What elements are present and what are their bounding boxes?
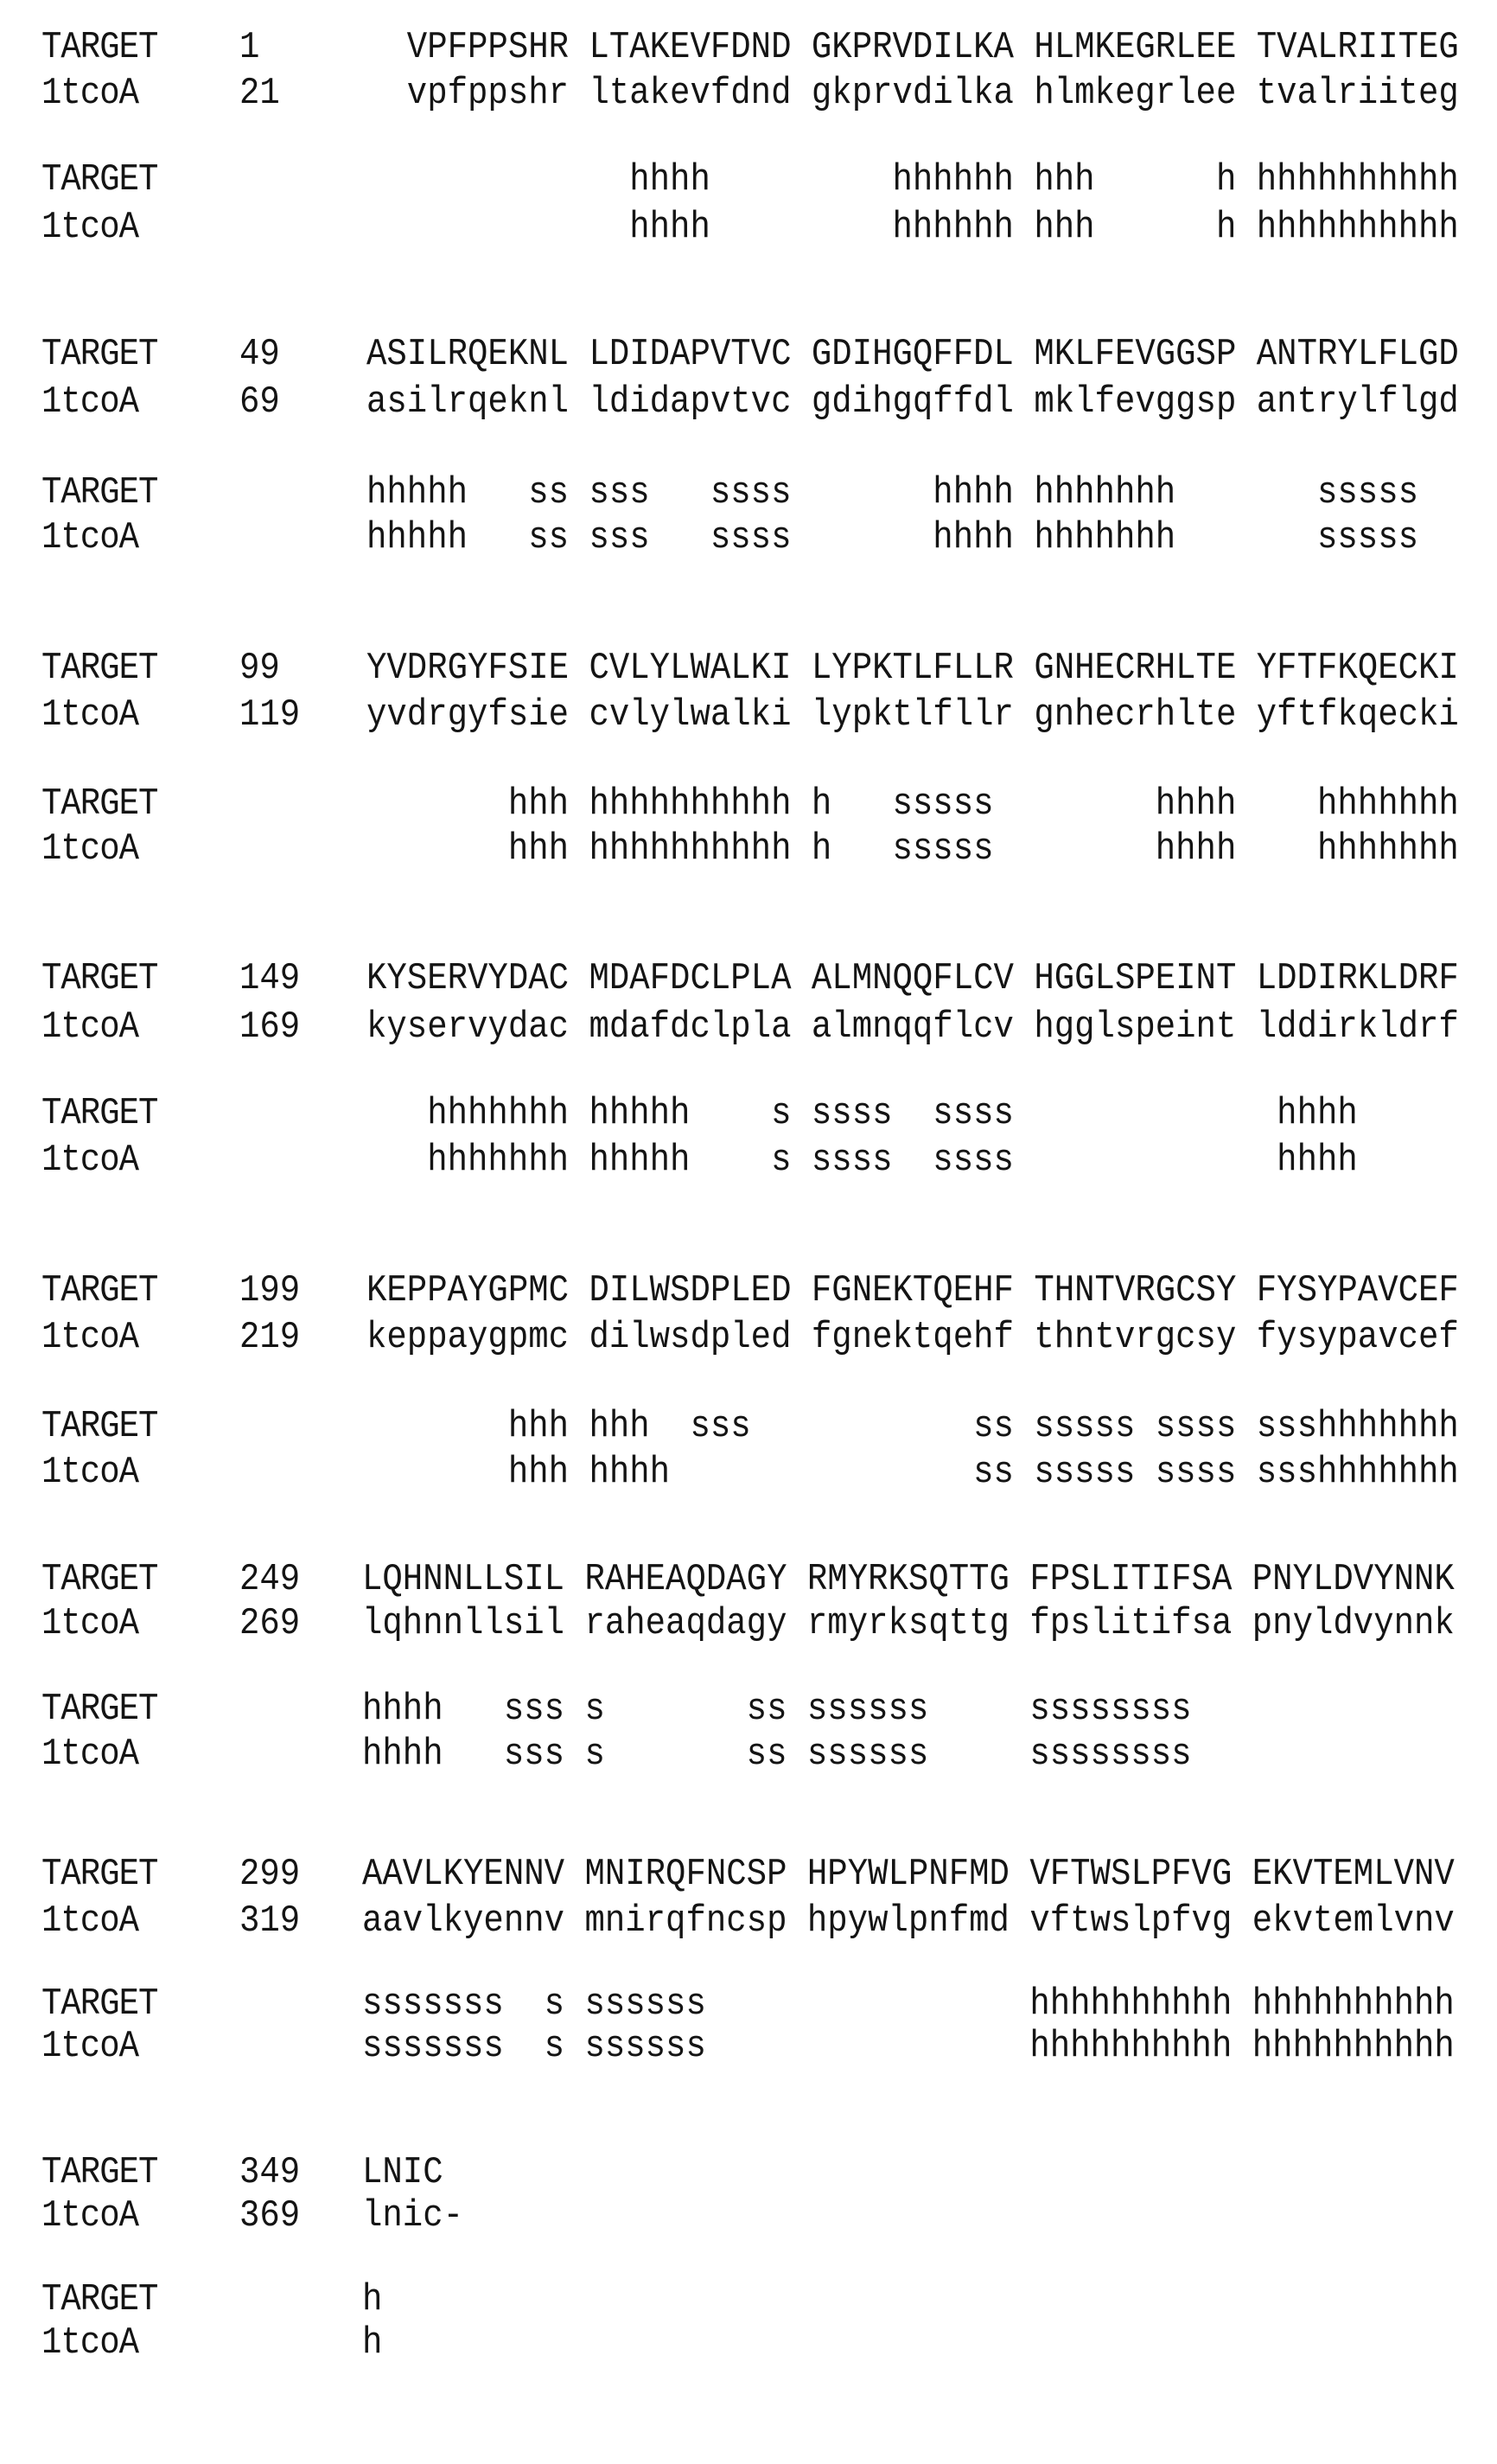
target-sequence: ASILRQEKNL LDIDAPVTVC GDIHGQFFDL MKLFEVGGSP ANTRYLFLGD <box>366 333 1459 376</box>
target-secondary-structure: h <box>362 2278 383 2321</box>
block-8-template-seq-row <box>0 2192 464 2240</box>
block-3-target-ss-row <box>0 780 1459 828</box>
query-label: TARGET <box>41 158 158 201</box>
query-label: TARGET <box>41 1092 158 1135</box>
template-label: 1tcoA <box>41 2025 139 2068</box>
target-sequence: YVDRGYFSIE CVLYLWALKI LYPKTLFLLR GNHECRHLTE YFTFKQECKI <box>366 647 1459 690</box>
block-7-target-seq-row <box>0 1850 1455 1899</box>
query-label: TARGET <box>41 1688 158 1731</box>
query-label: TARGET <box>41 1853 158 1896</box>
template-secondary-structure: hhh hhhhhhhhhh h sssss hhhh hhhhhhh <box>366 827 1459 871</box>
block-8-target-seq-row <box>0 2148 443 2197</box>
template-secondary-structure: hhhh hhhhhh hhh h hhhhhhhhhh <box>366 206 1459 249</box>
template-start-number: 319 <box>239 1899 301 1943</box>
target-secondary-structure: hhh hhhhhhhhhh h sssss hhhh hhhhhhh <box>366 782 1459 826</box>
template-sequence: asilrqeknl ldidapvtvc gdihgqffdl mklfevggsp antrylflgd <box>366 380 1459 424</box>
template-label: 1tcoA <box>41 1005 139 1049</box>
block-6-target-ss-row <box>0 1685 1192 1733</box>
block-1-target-seq-row <box>0 23 1459 72</box>
target-sequence: LQHNNLLSIL RAHEAQDAGY RMYRKSQTTG FPSLITIFSA PNYLDVYNNK <box>362 1558 1455 1601</box>
block-1-target-ss-row <box>0 156 1459 204</box>
block-4-target-seq-row <box>0 954 1459 1003</box>
block-8-template-ss-row <box>0 2319 383 2367</box>
target-sequence: AAVLKYENNV MNIRQFNCSP HPYWLPNFMD VFTWSLPFVG EKVTEMLVNV <box>362 1853 1455 1896</box>
target-start-number: 1 <box>239 26 260 69</box>
block-5-target-ss-row <box>0 1402 1459 1451</box>
block-3-template-ss-row <box>0 825 1459 873</box>
target-start-number: 199 <box>239 1269 301 1312</box>
template-label: 1tcoA <box>41 72 139 115</box>
block-7-target-ss-row <box>0 1980 1455 2028</box>
template-secondary-structure: hhhhhhh hhhhh s ssss ssss hhhh <box>366 1139 1358 1182</box>
target-secondary-structure: hhhhh ss sss ssss hhhh hhhhhhh sssss <box>366 471 1418 514</box>
target-sequence: LNIC <box>362 2151 443 2194</box>
template-sequence: lnic- <box>362 2194 464 2237</box>
target-start-number: 149 <box>239 957 301 1000</box>
query-label: TARGET <box>41 2151 158 2194</box>
target-start-number: 249 <box>239 1558 301 1601</box>
block-2-template-ss-row <box>0 514 1418 562</box>
target-secondary-structure: hhhh sss s ss ssssss ssssssss <box>362 1688 1192 1731</box>
template-start-number: 269 <box>239 1602 301 1645</box>
block-7-template-seq-row <box>0 1897 1455 1945</box>
block-6-template-seq-row <box>0 1599 1455 1648</box>
block-7-template-ss-row <box>0 2022 1455 2071</box>
template-label: 1tcoA <box>41 206 139 249</box>
template-label: 1tcoA <box>41 1316 139 1359</box>
template-label: 1tcoA <box>41 2321 139 2365</box>
target-start-number: 349 <box>239 2151 301 2194</box>
block-1-template-seq-row <box>0 69 1459 118</box>
block-4-template-ss-row <box>0 1136 1358 1184</box>
block-2-target-seq-row <box>0 330 1459 379</box>
template-start-number: 21 <box>239 72 280 115</box>
template-label: 1tcoA <box>41 380 139 424</box>
template-sequence: kyservydac mdafdclpla almnqqflcv hgglspeint lddirkldrf <box>366 1005 1459 1049</box>
block-8-target-ss-row <box>0 2276 383 2324</box>
template-label: 1tcoA <box>41 2194 139 2237</box>
template-secondary-structure: h <box>362 2321 383 2365</box>
template-sequence: aavlkyennv mnirqfncsp hpywlpnfmd vftwslpfvg ekvtemlvnv <box>362 1899 1455 1943</box>
block-5-target-seq-row <box>0 1267 1459 1315</box>
query-label: TARGET <box>41 2278 158 2321</box>
block-5-template-ss-row <box>0 1448 1459 1497</box>
template-label: 1tcoA <box>41 1733 139 1776</box>
template-start-number: 69 <box>239 380 280 424</box>
block-6-target-seq-row <box>0 1555 1455 1604</box>
target-start-number: 49 <box>239 333 280 376</box>
target-sequence: VPFPPSHR LTAKEVFDND GKPRVDILKA HLMKEGRLEE TVALRIITEG <box>366 26 1459 69</box>
query-label: TARGET <box>41 1269 158 1312</box>
template-secondary-structure: sssssss s ssssss hhhhhhhhhh hhhhhhhhhh <box>362 2025 1455 2068</box>
query-label: TARGET <box>41 1982 158 2026</box>
template-label: 1tcoA <box>41 827 139 871</box>
block-6-template-ss-row <box>0 1730 1192 1778</box>
query-label: TARGET <box>41 1405 158 1448</box>
query-label: TARGET <box>41 957 158 1000</box>
template-start-number: 169 <box>239 1005 301 1049</box>
block-4-target-ss-row <box>0 1089 1358 1138</box>
template-label: 1tcoA <box>41 1139 139 1182</box>
target-sequence: KEPPAYGPMC DILWSDPLED FGNEKTQEHF THNTVRGCSY FYSYPAVCEF <box>366 1269 1459 1312</box>
target-secondary-structure: hhh hhh sss ss sssss ssss ssshhhhhhh <box>366 1405 1459 1448</box>
block-1-template-ss-row <box>0 203 1459 252</box>
query-label: TARGET <box>41 782 158 826</box>
block-2-template-seq-row <box>0 378 1459 426</box>
template-sequence: vpfppshr ltakevfdnd gkprvdilka hlmkegrlee tvalriiteg <box>366 72 1459 115</box>
target-secondary-structure: hhhhhhh hhhhh s ssss ssss hhhh <box>366 1092 1358 1135</box>
query-label: TARGET <box>41 333 158 376</box>
block-4-template-seq-row <box>0 1003 1459 1051</box>
template-secondary-structure: hhhhh ss sss ssss hhhh hhhhhhh sssss <box>366 516 1418 559</box>
template-sequence: yvdrgyfsie cvlylwalki lypktlfllr gnhecrhlte yftfkqecki <box>366 693 1459 737</box>
block-3-target-seq-row <box>0 644 1459 693</box>
target-sequence: KYSERVYDAC MDAFDCLPLA ALMNQQFLCV HGGLSPEINT LDDIRKLDRF <box>366 957 1459 1000</box>
query-label: TARGET <box>41 471 158 514</box>
template-label: 1tcoA <box>41 1602 139 1645</box>
template-sequence: lqhnnllsil raheaqdagy rmyrksqttg fpslitifsa pnyldvynnk <box>362 1602 1455 1645</box>
template-label: 1tcoA <box>41 516 139 559</box>
target-start-number: 299 <box>239 1853 301 1896</box>
target-start-number: 99 <box>239 647 280 690</box>
template-sequence: keppaygpmc dilwsdpled fgnektqehf thntvrgcsy fysypavcef <box>366 1316 1459 1359</box>
target-secondary-structure: sssssss s ssssss hhhhhhhhhh hhhhhhhhhh <box>362 1982 1455 2026</box>
template-label: 1tcoA <box>41 693 139 737</box>
template-start-number: 219 <box>239 1316 301 1359</box>
template-label: 1tcoA <box>41 1899 139 1943</box>
block-5-template-seq-row <box>0 1313 1459 1362</box>
block-2-target-ss-row <box>0 469 1418 517</box>
template-start-number: 369 <box>239 2194 301 2237</box>
block-3-template-seq-row <box>0 691 1459 739</box>
template-label: 1tcoA <box>41 1451 139 1494</box>
template-start-number: 119 <box>239 693 301 737</box>
query-label: TARGET <box>41 26 158 69</box>
query-label: TARGET <box>41 1558 158 1601</box>
target-secondary-structure: hhhh hhhhhh hhh h hhhhhhhhhh <box>366 158 1459 201</box>
template-secondary-structure: hhh hhhh ss sssss ssss ssshhhhhhh <box>366 1451 1459 1494</box>
query-label: TARGET <box>41 647 158 690</box>
template-secondary-structure: hhhh sss s ss ssssss ssssssss <box>362 1733 1192 1776</box>
